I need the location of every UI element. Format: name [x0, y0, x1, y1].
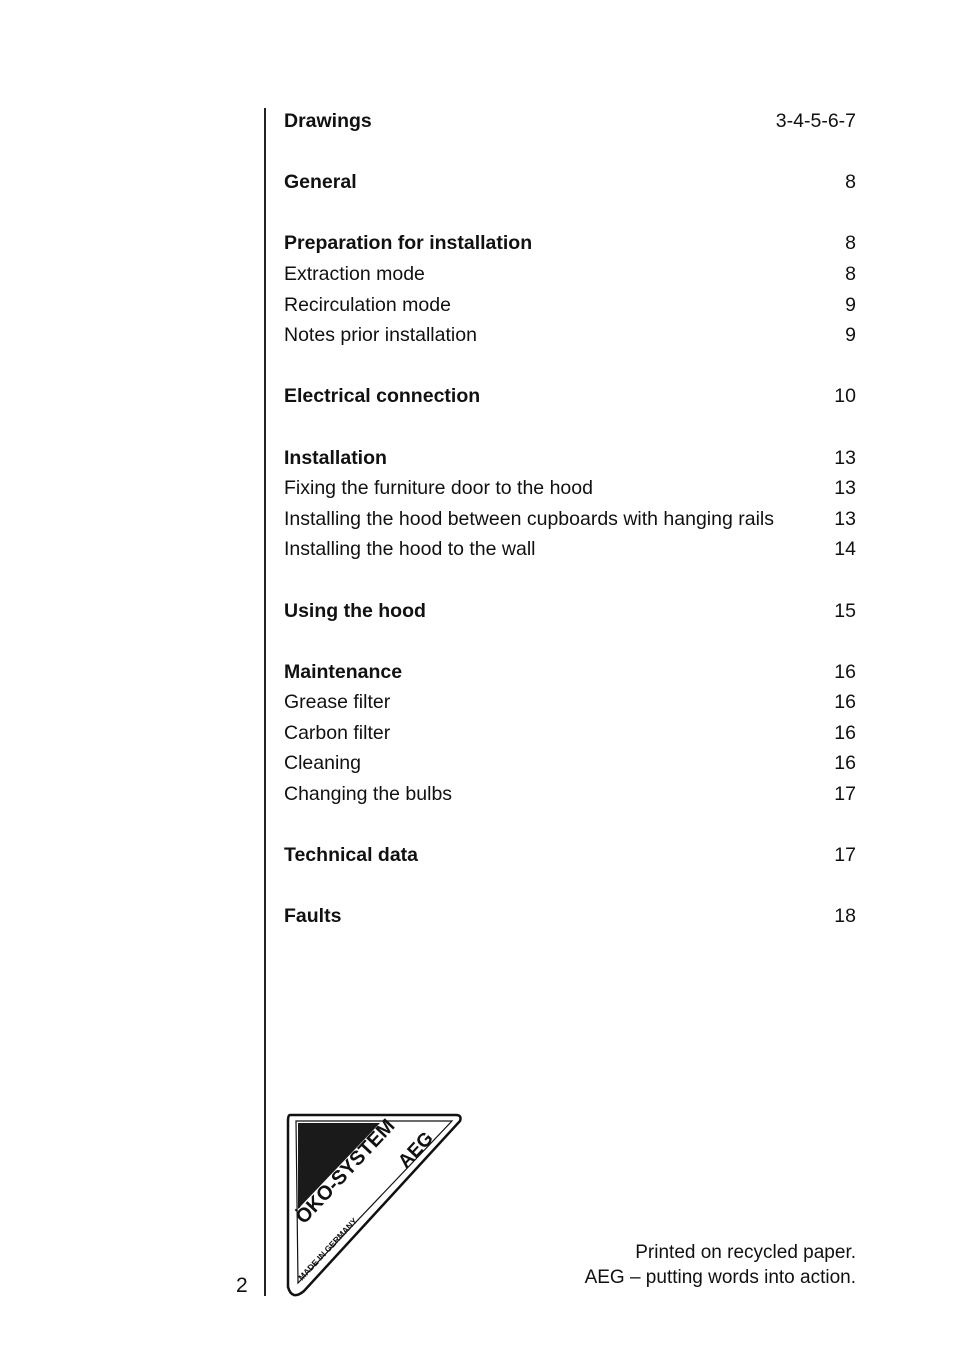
- toc-entry-title: Extraction mode: [284, 262, 425, 285]
- toc-entry: [284, 167, 856, 198]
- toc-entry-title: Carbon filter: [284, 721, 391, 744]
- toc-entry-title: Drawings: [284, 110, 372, 132]
- toc-spacer: [284, 198, 856, 229]
- toc-entry-page: 18: [834, 905, 856, 928]
- toc-entry: [284, 596, 856, 627]
- toc-entry: [284, 901, 856, 932]
- toc-entry-title: Fixing the furniture door to the hood: [284, 477, 593, 500]
- logo-made-in-text: MADE IN GERMANY: [296, 1215, 360, 1283]
- toc-entry-page: 13: [834, 446, 856, 469]
- page-number: 2: [236, 1274, 248, 1297]
- toc-entry-page: 17: [834, 783, 856, 806]
- toc-entry: [284, 657, 856, 688]
- toc-spacer: [284, 412, 856, 443]
- logo-system-text: ÖKO-SYSTEM: [291, 1115, 400, 1229]
- toc-entry: [284, 290, 856, 321]
- toc-entry-title: Cleaning: [284, 752, 361, 775]
- toc-entry: [284, 228, 856, 259]
- toc-entry-title: Installing the hood between cupboards with hanging rails: [284, 507, 774, 530]
- toc-entry-page: 16: [834, 691, 856, 714]
- table-of-contents: [284, 106, 856, 932]
- toc-entry-title: Using the hood: [284, 599, 426, 622]
- toc-entry-title: Faults: [284, 905, 342, 928]
- toc-entry-page: 13: [834, 477, 856, 500]
- toc-entry: [284, 840, 856, 871]
- footer-note: [585, 1241, 856, 1290]
- toc-entry-page: 16: [834, 660, 856, 683]
- toc-entry-title: Recirculation mode: [284, 293, 451, 316]
- toc-entry: [284, 687, 856, 718]
- toc-spacer: [284, 626, 856, 657]
- toc-entry-page: 9: [845, 324, 856, 347]
- toc-entry-title: Technical data: [284, 844, 419, 867]
- toc-spacer: [284, 810, 856, 841]
- toc-entry-page: 8: [845, 171, 856, 194]
- toc-entry: [284, 106, 856, 137]
- toc-entry-title: Notes prior installation: [284, 324, 477, 347]
- toc-entry: [284, 473, 856, 504]
- toc-entry-page: 8: [845, 232, 856, 255]
- toc-entry-page: 3-4-5-6-7: [775, 110, 856, 132]
- toc-entry-title: Preparation for installation: [284, 232, 533, 255]
- toc-entry: [284, 718, 856, 749]
- toc-entry-title: Maintenance: [284, 660, 403, 683]
- toc-spacer: [284, 565, 856, 596]
- margin-rule: [264, 108, 266, 1296]
- logo-brand-text: AEG: [394, 1127, 438, 1173]
- toc-entry: [284, 259, 856, 290]
- toc-entry-page: 14: [834, 538, 856, 561]
- toc-entry: [284, 779, 856, 810]
- toc-entry-page: 17: [834, 844, 856, 867]
- toc-entry-page: 16: [834, 721, 856, 744]
- toc-entry: [284, 748, 856, 779]
- toc-entry-title: Installing the hood to the wall: [284, 538, 536, 561]
- toc-entry-title: Electrical connection: [284, 385, 481, 408]
- toc-entry: [284, 381, 856, 412]
- toc-entry: [284, 320, 856, 351]
- toc-entry-page: 15: [834, 599, 856, 622]
- toc-entry-title: General: [284, 171, 357, 194]
- toc-entry-page: 9: [845, 293, 856, 316]
- oeko-system-logo: [284, 1111, 466, 1297]
- toc-entry-page: 13: [834, 507, 856, 530]
- toc-spacer: [284, 871, 856, 902]
- toc-entry: [284, 443, 856, 474]
- footer-line-1: Printed on recycled paper.: [635, 1242, 856, 1263]
- toc-entry-title: Installation: [284, 446, 387, 469]
- toc-spacer: [284, 137, 856, 168]
- toc-entry-title: Grease filter: [284, 691, 391, 714]
- toc-spacer: [284, 351, 856, 382]
- toc-entry-page: 16: [834, 752, 856, 775]
- footer-line-2: AEG – putting words into action.: [584, 1266, 856, 1288]
- toc-entry: [284, 504, 856, 535]
- toc-entry-page: 8: [845, 262, 856, 285]
- toc-entry-title: Changing the bulbs: [284, 783, 453, 806]
- toc-entry-page: 10: [834, 385, 856, 408]
- toc-entry: [284, 534, 856, 565]
